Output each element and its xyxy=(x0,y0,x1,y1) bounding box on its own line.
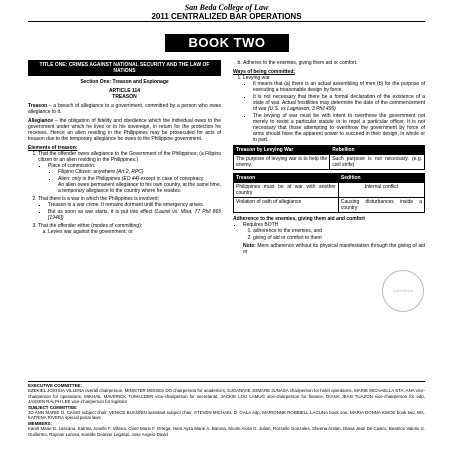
requirement-2: 2. giving of aid or comfort to them xyxy=(253,235,425,241)
allegiance-def-text: – the obligation of fidelity and obedience which the individual owes to the government under which he lives or to his sovereign, in return for the protection he receives. Hence an alien residing in the Philippines may be prosecuted for acts of treason due to the temporary allegiance he owes to the Philippine government. xyxy=(28,118,221,142)
school-name: San Beda College of Law xyxy=(184,3,269,12)
treason-term: Treason xyxy=(28,103,48,109)
table1-cell: The purpose of levying war is to help the enemy. xyxy=(234,155,330,170)
header-rule xyxy=(28,21,425,22)
levying-meaning: ▪ It means that (a) there is an actual assembling of men (b) for the purpose of executing a treasonable design by force. xyxy=(253,81,425,93)
ways-heading: Ways of being committed: xyxy=(233,69,296,75)
adherence-heading: Adherence to the enemies, giving them aid and comfort xyxy=(233,216,365,222)
element-3: 3. That the offender either (modes of committing): a. Levies war against the government; or xyxy=(38,223,221,235)
war-crime-note: ▪ Treason is a war crime. It remains dormant until the emergency arises. xyxy=(48,202,221,208)
treason-definition xyxy=(28,103,221,115)
war-starts-note: ▪ But as soon as war starts, it is put into effect (Laurel vs. Misa, 77 Phil 865 [1946]) xyxy=(48,209,221,221)
element-1: 1. That the offender owes allegiance to the Government of the Philippines; (a Filipino citizen or an alien residing in the Philippines.) ▪ Place of commission: ▪ Filipino Citizen: anywhere (Art.2, RPC) ▪ Alien: only in the Philippines (EO 44) except in case of conspiracy An alien owes permanent allegiance to his own country, at the same time, a temporary allegiance to the country where he resides. xyxy=(38,151,221,194)
way-levying-war: 1. Levying war ▪ It means that (a) there is an actual assembling of men (b) for the purpose of executing a treasonable design by force. ▪ It is not necessary that there be a formal declaration of the existence of a state of war. Actual hostilities may determine the date of the commencement of war (U.S. vs Lagnason, 3 Phil 495) ▪ The levying of war must be with intent to overthrow the government not merely to resist a particular statute or to repel a particular officer. It is not necessary that those attempting to overthrow the government by force of arms should have the apparent power to succeed in their design, in whole or in part. xyxy=(243,75,425,143)
requirement-1: 1. adherence to the enemies, and xyxy=(253,228,425,234)
place-heading: ▪ Place of commission: ▪ Filipino Citizen: anywhere (Art.2, RPC) ▪ Alien: only in the Philippines (EO 44) except in case of conspiracy An alien owes permanent allegiance to his own country, at the same time, a temporary allegiance to the country where he resides. xyxy=(48,163,221,194)
table2-header-treason: Treason xyxy=(234,174,339,183)
mode-adheres: b. Adheres to the enemies, giving them aid or comfort. xyxy=(243,60,425,66)
requires-both: ▪ Requires BOTH 1. adherence to the enemies, and 2. giving of aid or comfort to them Note: Mere adherence without its physical manifestation through the giving of aid or xyxy=(243,222,425,255)
place-sublist xyxy=(48,169,221,194)
table1-header-rebellion: Rebellion xyxy=(330,146,425,155)
right-column xyxy=(233,60,425,257)
title-box: TITLE ONE: CRIMES AGAINST NATIONAL SECURITY AND THE LAW OF NATIONS xyxy=(28,60,221,76)
place-citizen: ▪ Filipino Citizen: anywhere (Art.2, RPC) xyxy=(58,169,221,175)
mode-levies-war: a. Levies war against the government; or xyxy=(48,229,221,235)
left-column xyxy=(28,60,221,237)
article-number: ARTICLE 114 xyxy=(108,88,141,94)
treason-rebellion-table xyxy=(233,145,425,170)
article-name: TREASON xyxy=(112,94,137,100)
exec-committee-text: EZEKIEL JOSHUA VILLENA overall chairperson, MINISTER MOISES DO chairperson for academics, DJOANIVIE JOMARE JUNASA chairperson for hotel operations, MARIE MICHAELLA STA. ANA vice-chairperson for operations, MIKHAIL MAVERICK TUMACDER vice-chairperson for secretariat, JACKIE LOU LAMUG vice-chairperson for finance, DIANA JEAN TUAZON vice-chairperson for edp, JASSEN RALPH LEE vice-chairperson for logistics xyxy=(28,388,425,405)
table2-cell: Causing disturbances inside a country xyxy=(338,198,424,213)
footer xyxy=(28,383,425,437)
exec-committee-heading: EXECUTIVE COMMITTEE: xyxy=(28,383,82,388)
table2-cell: Violation of oath of allegiance xyxy=(234,198,339,213)
treason-def-text: – a breach of allegiance to a government, committed by a person who owes allegiance to it. xyxy=(28,103,221,115)
place-list xyxy=(38,163,221,194)
bar-operations-title: 2011 CENTRALIZED BAR OPERATIONS xyxy=(151,12,302,21)
elements-heading: Elements of treason: xyxy=(28,145,78,151)
levying-intent: ▪ The levying of war must be with intent to overthrow the government not merely to resist a particular statute or to repel a particular officer. It is not necessary that those attempting to overthrow the government by force of arms should have the apparent power to succeed in their design, in whole or in part. xyxy=(253,113,425,143)
members-text: Karell Marie G. Lascano, Katrina Jonelle F. Villena, Clare Marie F. Ortega, Hera Ayza Marie A. Barona, Nicole Alora G. Julian, Rozcelle Gonzales, Sheena Antian, Diana Jean De Castro, Beatrice Valerie S. Guillermo, Raynan Larosa, Kamille Deanne Legaspi, Jose Angelo David xyxy=(28,426,425,437)
element-2: 2. That there is a war in which the Philippines is involved; ▪ Treason is a war crime. It remains dormant until the emergency arises. ▪ But as soon as war starts, it is put into effect (Laurel vs. Misa, 77 Phil 865 [1946]) xyxy=(38,196,221,221)
ways-list xyxy=(233,75,425,143)
place-alien: ▪ Alien: only in the Philippines (EO 44) except in case of conspiracy An alien owes permanent allegiance to his own country, at the same time, a temporary allegiance to the country where he resides. xyxy=(58,176,221,194)
subject-committee-text: JO ANN MARIE O. CASIO subject chair, VENICE BUAGÑIN assistant subject chair, STEVEN MICHAEL D. GALA edp, MARIONNE ROBBIELL LAGUNA book one, MARIA DONNA KWOK book two, MA. KATRINA RIVERA special penal laws xyxy=(28,410,425,421)
watermark-seal: SAN BEDA xyxy=(382,270,424,312)
note-label: Note: xyxy=(243,243,256,249)
book-label: BOOK TWO xyxy=(165,34,289,52)
table2-cell: Internal conflict xyxy=(338,183,424,198)
table1-cell: Such purpose is not necessary. (e.g. civil strife) xyxy=(330,155,425,170)
table1-header-treason: Treason by Levying War xyxy=(234,146,330,155)
section-heading: Section One: Treason and Espionage xyxy=(80,79,169,85)
members-heading: MEMBERS: xyxy=(28,420,52,426)
elements-list xyxy=(28,151,221,235)
note-text: Mere adherence without its physical manifestation through the giving of aid or xyxy=(243,243,425,255)
table2-header-sedition: Sedition xyxy=(338,174,424,183)
table2-cell: Philippines must be at war with another country xyxy=(234,183,339,198)
allegiance-definition xyxy=(28,118,221,142)
subject-committee-heading: SUBJECT COMMITTEE: xyxy=(28,404,78,410)
levying-declaration: ▪ It is not necessary that there be a formal declaration of the existence of a state of war. Actual hostilities may determine the date of the commencement of war (U.S. vs Lagnason, 3 Phil 495) xyxy=(253,94,425,112)
treason-sedition-table xyxy=(233,173,425,213)
footer-rule xyxy=(28,381,425,382)
allegiance-term: Allegiance xyxy=(28,118,54,124)
